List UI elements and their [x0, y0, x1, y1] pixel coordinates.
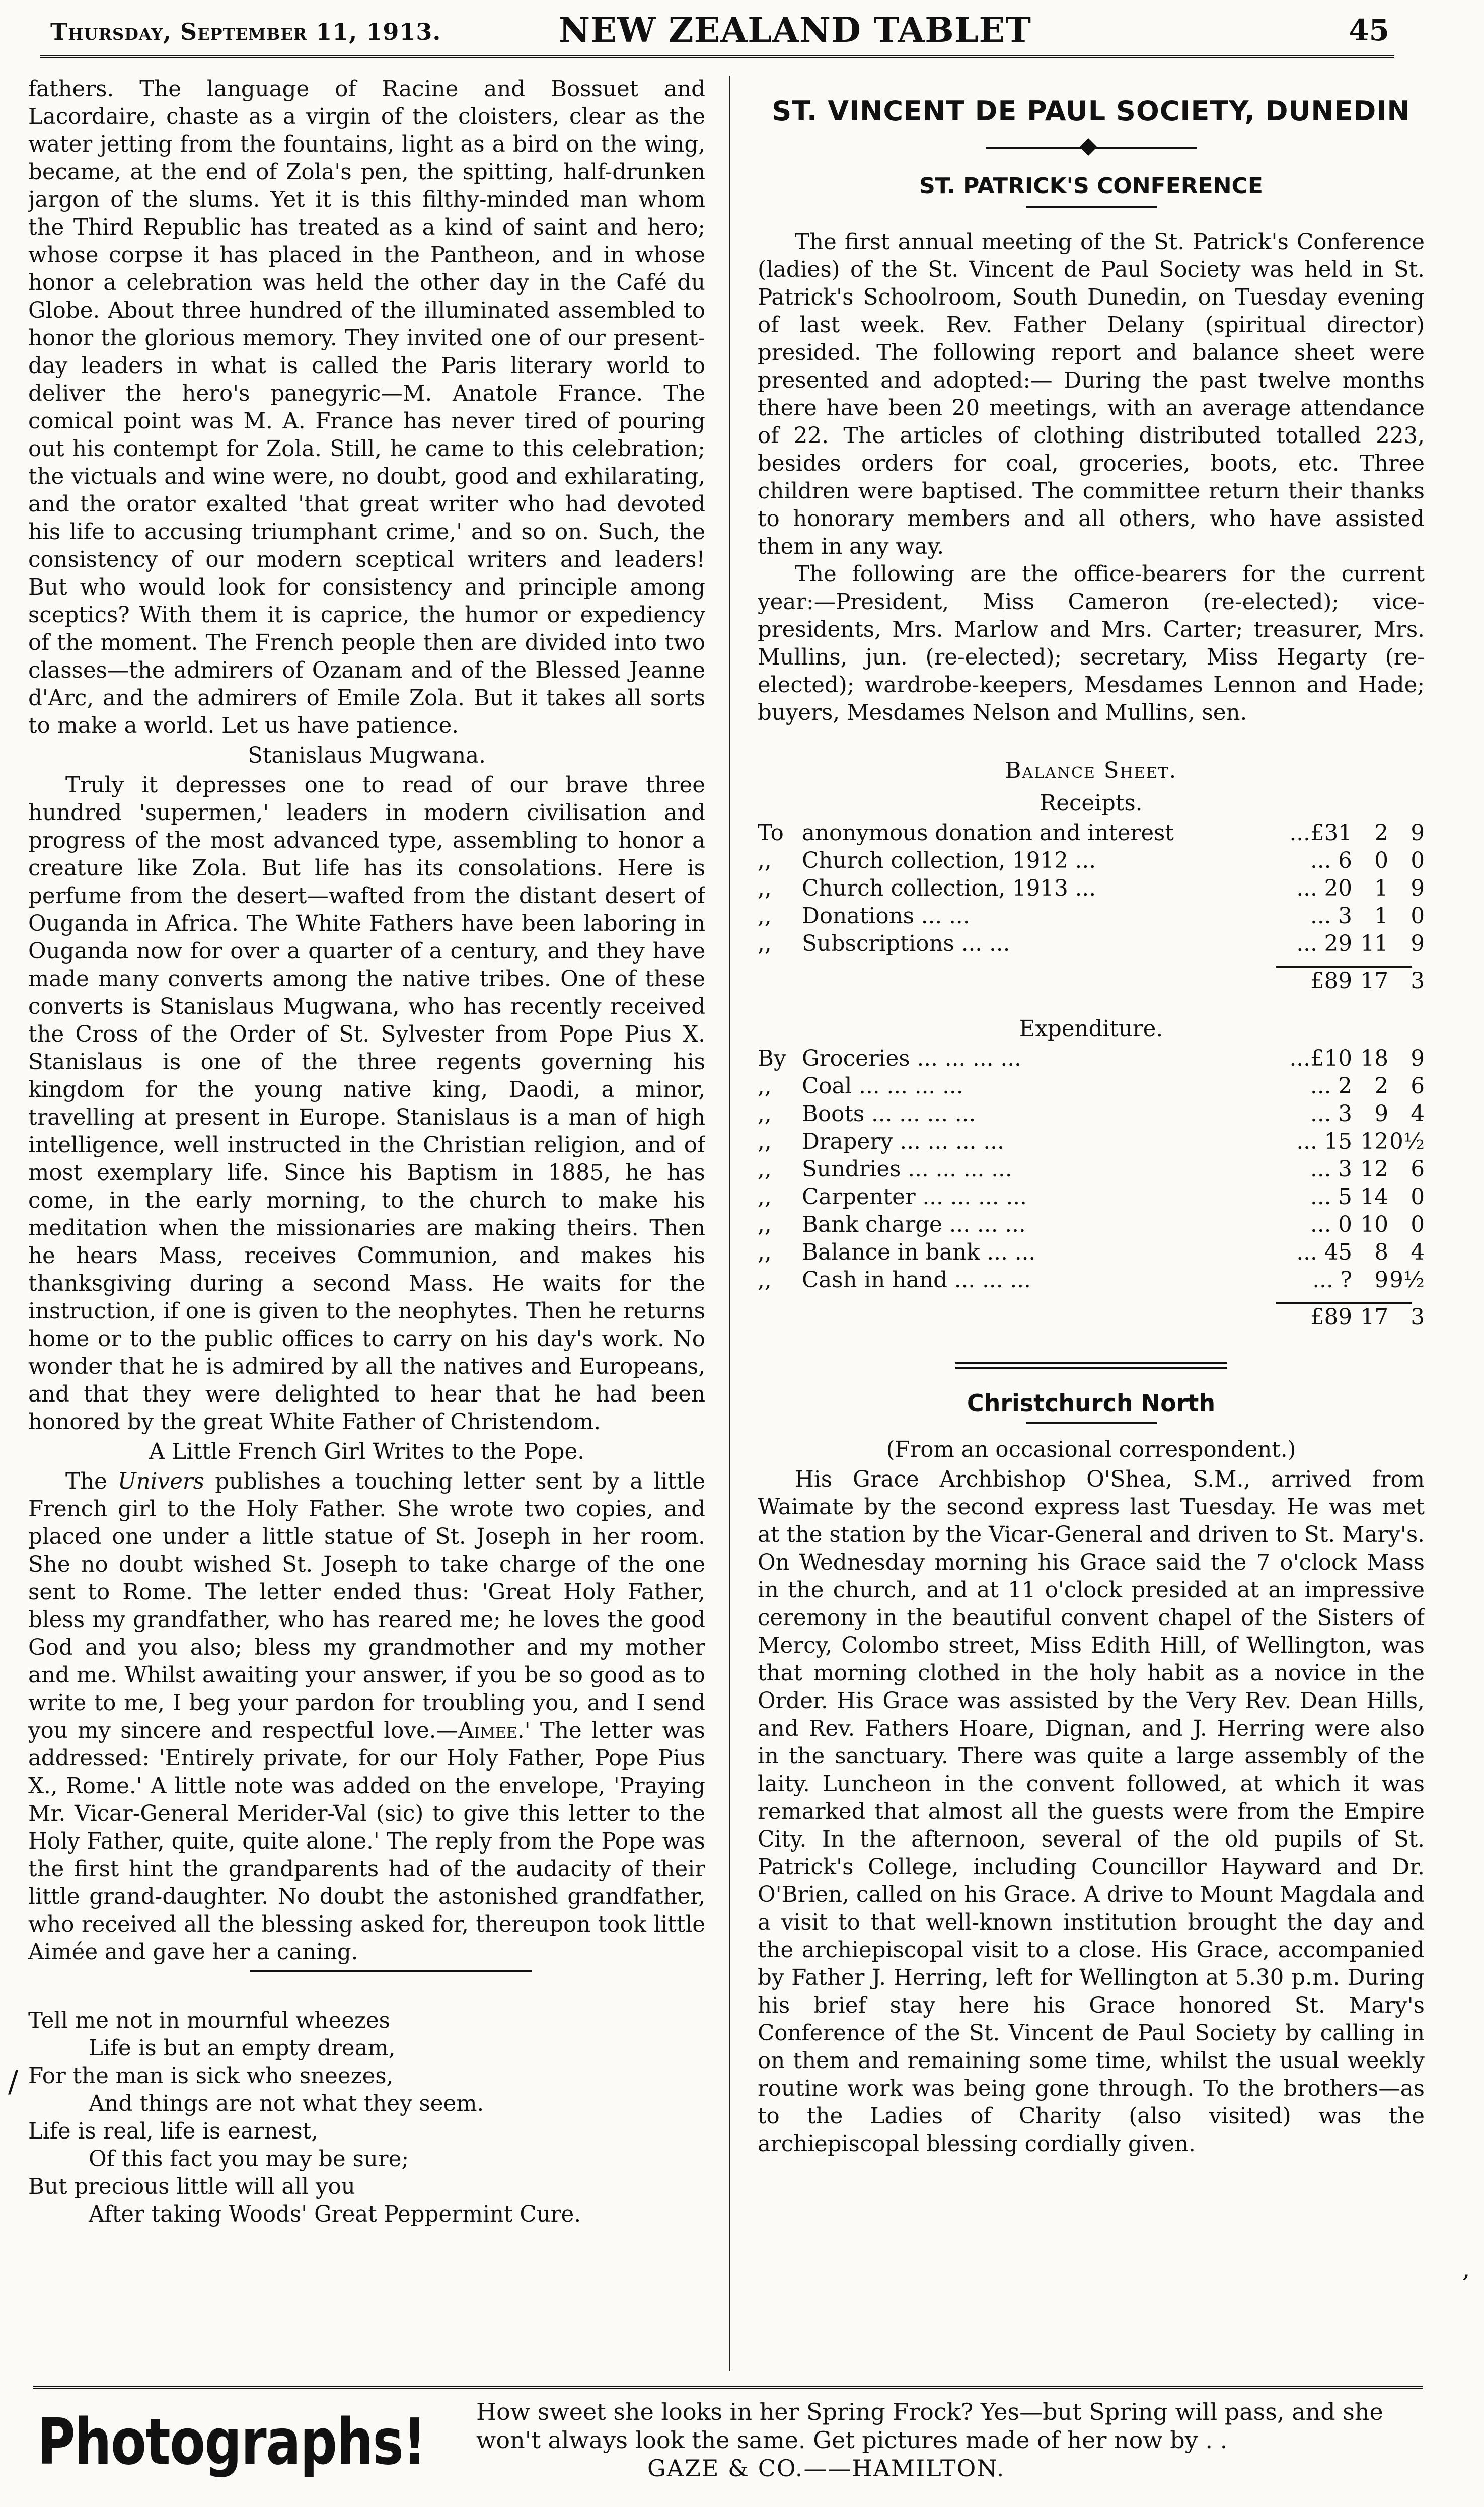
ledger-pence: 9: [1411, 931, 1425, 956]
ledger-shillings: 2: [1374, 821, 1388, 846]
issue-date: Thursday, September 11, 1913.: [50, 18, 441, 45]
ledger-pence: 0: [1411, 1212, 1425, 1237]
ledger-pence: 4: [1411, 1101, 1425, 1127]
ledger-row: [758, 875, 1425, 903]
ledger-lead: ,,: [758, 1240, 772, 1265]
ledger-pence: 9: [1411, 821, 1425, 846]
ledger-lead: ,,: [758, 1074, 772, 1099]
ledger-shillings: 12: [1360, 1157, 1388, 1182]
ledger-pounds: ... 6: [1310, 848, 1352, 873]
margin-mark: /: [8, 2064, 19, 2099]
article-paragraph: fathers. The language of Racine and Bossuet and Lacordaire, chaste as a virgin of the cloisters, clear as the water jetting from the fountains, light as a bird on the wing, became, at the end of Zola's pen, the spitting, half-drunken jargon of the slums. Yet it is this filthy-minded man whom the Third Republic has treated as a kind of saint and hero; whose corpse it has placed in the Pantheon, and in whose honor a celebration was held the other day in the Café du Globe. About three hundred of the illuminated assembled to honor the glorious memory. They invited one of our present-day leaders in what is called the Paris literary world to deliver the hero's panegyric—M. Anatole France. The comical point was M. A. France has never tired of pouring out his contempt for Zola. Still, he came to this celebration; the victuals and wine were, no doubt, good and exhilarating, and the orator exalted 'that great writer who had devoted his life to accusing triumphant crime,' and so on. Such, the consistency of our modern sceptical writers and leaders! But who would look for consistency and principle among sceptics? With them it is caprice, the humor or expediency of the moment. The French people then are divided into two classes—the admirers of Ozanam and of the Blessed Jeanne d'Arc, and the admirers of Emile Zola. But it takes all sorts to make a world. Let us have patience.: [28, 77, 705, 739]
left-column: [28, 76, 705, 2366]
ledger-shillings: 9: [1374, 1268, 1388, 1293]
expenditure-total: [758, 1304, 1425, 1332]
ledger-pounds: ... ?: [1312, 1268, 1352, 1293]
ledger-row: [758, 820, 1425, 847]
ledger-pence: 9½: [1389, 1268, 1425, 1293]
ledger-item: Carpenter ... ... ... ...: [802, 1185, 1027, 1210]
article-paragraph: The first annual meeting of the St. Patrick's Conference (ladies) of the St. Vincent de Paul Society was held in St. Patrick's Schoolroom, South Dunedin, on Tuesday evening of last week. Rev. Father Delany (spiritual director) presided. The following report and balance sheet were presented and adopted:— During the past twelve months there have been 20 meetings, with an average attendance of 22. The articles of clothing distributed totalled 223, besides orders for coal, groceries, boots, etc. Three children were baptised. The committee return their thanks to honorary members and all others, who have assisted them in any way.: [758, 230, 1425, 559]
ledger-item: Church collection, 1913 ...: [802, 876, 1096, 901]
poem-line: But precious little will all you: [28, 2174, 355, 2199]
ad-line: How sweet she looks in her Spring Frock? Yes—but Spring will pass, and she: [476, 2398, 1383, 2425]
balance-sheet-title: Balance Sheet.: [1005, 758, 1177, 783]
expenditure-title: Expenditure.: [1019, 1016, 1163, 1042]
newspaper-title: NEW ZEALAND TABLET: [559, 10, 1031, 50]
poem-line: Life is but an empty dream,: [89, 2036, 396, 2061]
ledger-pounds: ... 20: [1296, 876, 1352, 901]
ledger-item: Balance in bank ... ...: [802, 1240, 1036, 1265]
society-heading: ST. VINCENT DE PAUL SOCIETY, DUNEDIN: [772, 95, 1411, 127]
column-divider: [729, 76, 730, 2371]
christchurch-heading: Christchurch North: [967, 1389, 1216, 1417]
ledger-lead: ,,: [758, 904, 772, 929]
page-number: 45: [1349, 13, 1389, 47]
margin-mark: ,: [1462, 2255, 1470, 2283]
ledger-pounds: ... 29: [1296, 931, 1352, 956]
article-paragraph: The following are the office-bearers for the current year:—President, Miss Cameron (re-elected); vice-presidents, Mrs. Marlow and Mrs. Carter; treasurer, Mrs. Mullins, jun. (re-elected); secretary, Miss Hegarty (re-elected); wardrobe-keepers, Mesdames Lennon and Hade; buyers, Mesdames Nelson and Mullins, sen.: [758, 562, 1425, 725]
total-pounds: £89: [1310, 969, 1352, 994]
ledger-pence: 0: [1411, 904, 1425, 929]
receipts-table: [758, 820, 1425, 958]
ledger-shillings: 11: [1360, 931, 1388, 956]
poem-line: After taking Woods' Great Peppermint Cure.: [89, 2202, 581, 2227]
ledger-row: [758, 847, 1425, 875]
ledger-lead: ,,: [758, 1212, 772, 1237]
ledger-shillings: 0: [1374, 848, 1388, 873]
poem-line: For the man is sick who sneezes,: [28, 2063, 394, 2089]
article-paragraph: His Grace Archbishop O'Shea, S.M., arrived from Waimate by the second express last Tuesday. He was met at the station by the Vicar-General and driven to St. Mary's. On Wednesday morning his Grace said the 7 o'clock Mass in the church, and at 11 o'clock presided at an impressive ceremony in the beautiful convent chapel of the Sisters of Mercy, Colombo street, Miss Edith Hill, of Wellington, was that morning clothed in the holy habit as a novice in the Order. His Grace was assisted by the Very Rev. Dean Hills, and Rev. Fathers Hoare, Dignan, and J. Herring were also in the sanctuary. There was quite a large assembly of the laity. Luncheon in the convent followed, at which it was remarked that almost all the guests were from the Empire City. In the afternoon, several of the old pupils of St. Patrick's College, including Councillor Hayward and Dr. O'Brien, called on his Grace. A drive to Mount Magdala and a visit to that well-known institution brought the day and the archiepiscopal visit to a close. His Grace, accompanied by Father J. Herring, left for Wellington at 5.30 p.m. During his brief stay here his Grace honored St. Mary's Conference of the St. Vincent de Paul Society by calling in on them and remaining some time, whilst the usual weekly routine work was being gone through. To the brothers—as to the Ladies of Charity (also visited) was the archiepiscopal blessing cordially given.: [758, 1467, 1425, 2157]
ledger-item: Cash in hand ... ... ...: [802, 1268, 1031, 1293]
ad-headline: Photographs!: [37, 2405, 426, 2479]
ledger-row: [758, 1211, 1425, 1239]
ledger-lead: ,,: [758, 1157, 772, 1182]
ledger-shillings: 14: [1360, 1185, 1388, 1210]
ledger-row: [758, 1267, 1425, 1294]
article-paragraph: Truly it depresses one to read of our brave three hundred 'supermen,' leaders in modern civilisation and progress of the most advanced type, assembling to honor a creature like Zola. But life has its consolations. Here is perfume from the desert—wafted from the distant desert of Ouganda in Africa. The White Fathers have been laboring in Ouganda now for over a quarter of a century, and they have made many converts among the native tribes. One of these converts is Stanislaus Mugwana, who has recently received the Cross of the Order of St. Sylvester from Pope Pius X. Stanislaus is one of the three regents governing his kingdom for the young native king, Daodi, a minor, travelling at present in Europe. Stanislaus is a man of high intelligence, well instructed in the Christian religion, and of most exemplary life. Since his Baptism in 1885, he has come, in the early morning, to the church to make his meditation when the missionaries are making theirs. Then he hears Mass, receives Communion, and makes his thanksgiving during a second Mass. He waits for the instruction, if one is given to the neophytes. Then he returns home or to the public offices to carry on his day's work. No wonder that he is admired by all the natives and Europeans, and that they were delighted to hear that he had been honored by the great White Father of Christendom.: [28, 773, 705, 1435]
receipts-title: Receipts.: [1040, 791, 1143, 816]
ledger-lead: ,,: [758, 931, 772, 956]
ledger-pounds: ... 15: [1296, 1129, 1352, 1154]
text-run: .' The letter was addressed: 'Entirely private, for our Holy Father, Pope Pius X., Rome.' A little note was added on the envelope, 'Praying Mr. Vicar-General Merider-Val (sic) to give this letter to the Holy Father, quite, quite alone.' The reply from the Pope was the first hint the grandparents had of the audacity of their little grand-daughter. No doubt the astonished grandfather, who received all the blessing asked for, thereupon took little Aimée and gave her a caning.: [28, 1718, 705, 1965]
poem-line: Life is real, life is earnest,: [28, 2119, 318, 2144]
ledger-shillings: 1: [1374, 876, 1388, 901]
ad-line: won't always look the same. Get pictures made of her now by . .: [476, 2426, 1228, 2454]
ledger-pounds: ... 2: [1310, 1074, 1352, 1099]
ledger-lead: ,,: [758, 1268, 772, 1293]
ledger-row: [758, 1045, 1425, 1073]
double-divider: [955, 1362, 1227, 1369]
total-shillings: 17: [1360, 1305, 1388, 1330]
ledger-pence: 4: [1411, 1240, 1425, 1265]
ledger-item: Bank charge ... ... ...: [802, 1212, 1026, 1237]
total-pence: 3: [1411, 1305, 1425, 1330]
poem-line: Tell me not in mournful wheezes: [28, 2008, 390, 2033]
ledger-pounds: ...£10: [1289, 1046, 1352, 1071]
ledger-pounds: ...£31: [1289, 821, 1352, 846]
ledger-row: [758, 1073, 1425, 1100]
ledger-pence: 0½: [1389, 1129, 1425, 1154]
ledger-lead: ,,: [758, 876, 772, 901]
ledger-item: Coal ... ... ... ...: [802, 1074, 963, 1099]
ledger-pence: 0: [1411, 848, 1425, 873]
ledger-shillings: 2: [1374, 1074, 1388, 1099]
text-run: publishes a touching letter sent by a little French girl to the Holy Father. She wrote two copies, and placed one under a little statue of St. Joseph in her room. She no doubt wished St. Joseph to take charge of the one sent to Rome. The letter ended thus: 'Great Holy Father, bless my grandfather, who has reared me; he loves the good God and you also; bless my grandmother and my mother and me. Whilst awaiting your answer, if you be so good as to write to me, I beg your pardon for troubling you, and I send you my sincere and respectful love.—: [28, 1469, 705, 1743]
ledger-pounds: ... 0: [1310, 1212, 1352, 1237]
poem-line: Of this fact you may be sure;: [89, 2147, 409, 2172]
ledger-row: [758, 1128, 1425, 1156]
ledger-lead: To: [758, 821, 784, 846]
ledger-item: Church collection, 1912 ...: [802, 848, 1096, 873]
ledger-pounds: ... 3: [1310, 1101, 1352, 1127]
total-shillings: 17: [1360, 969, 1388, 994]
ledger-item: Subscriptions ... ...: [802, 931, 1010, 956]
ledger-shillings: 1: [1374, 904, 1388, 929]
ad-copy: [476, 2398, 1418, 2482]
ledger-shillings: 9: [1374, 1101, 1388, 1127]
ledger-pounds: ... 3: [1310, 904, 1352, 929]
ledger-shillings: 8: [1374, 1240, 1388, 1265]
ledger-item: Groceries ... ... ... ...: [802, 1046, 1021, 1071]
divider: [1026, 206, 1157, 208]
total-pounds: £89: [1310, 1305, 1352, 1330]
ledger-shillings: 18: [1360, 1046, 1388, 1071]
ledger-pence: 6: [1411, 1157, 1425, 1182]
section-heading-stanislaus: Stanislaus Mugwana.: [248, 743, 486, 768]
ledger-pence: 6: [1411, 1074, 1425, 1099]
ad-advertiser: GAZE & CO.——HAMILTON.: [647, 2455, 1005, 2482]
ledger-lead: ,,: [758, 1129, 772, 1154]
receipts-total: [758, 968, 1425, 995]
ledger-row: [758, 1100, 1425, 1128]
ledger-pounds: ... 5: [1310, 1185, 1352, 1210]
ledger-item: Donations ... ...: [802, 904, 970, 929]
masthead: [40, 7, 1394, 58]
ledger-item: Boots ... ... ... ...: [802, 1101, 976, 1127]
divider: [250, 1970, 532, 1972]
ledger-row: [758, 1156, 1425, 1184]
ledger-lead: ,,: [758, 1101, 772, 1127]
ledger-shillings: 12: [1360, 1129, 1388, 1154]
ledger-row: [758, 1239, 1425, 1267]
article-paragraph: [28, 1468, 705, 1966]
right-column: [758, 76, 1425, 2366]
newspaper-name: Univers: [117, 1469, 204, 1494]
expenditure-table: [758, 1045, 1425, 1294]
section-heading-french-girl: A Little French Girl Writes to the Pope.: [149, 1439, 585, 1464]
ledger-pence: 9: [1411, 1046, 1425, 1071]
correspondent-note: (From an occasional correspondent.): [886, 1437, 1296, 1462]
ledger-item: Drapery ... ... ... ...: [802, 1129, 1004, 1154]
divider: [1026, 1422, 1157, 1424]
text-run: The: [65, 1469, 118, 1494]
ledger-shillings: 10: [1360, 1212, 1388, 1237]
advertisement: [33, 2386, 1423, 2494]
ledger-pence: 9: [1411, 876, 1425, 901]
ledger-row: [758, 1184, 1425, 1211]
ledger-item: Sundries ... ... ... ...: [802, 1157, 1012, 1182]
ledger-lead: ,,: [758, 848, 772, 873]
ledger-row: [758, 930, 1425, 958]
ledger-pence: 0: [1411, 1185, 1425, 1210]
ledger-lead: ,,: [758, 1185, 772, 1210]
ornament-divider: [986, 147, 1197, 149]
ledger-lead: By: [758, 1046, 786, 1071]
total-pence: 3: [1411, 969, 1425, 994]
poem-line: And things are not what they seem.: [89, 2091, 484, 2116]
ledger-pounds: ... 45: [1296, 1240, 1352, 1265]
ledger-pounds: ... 3: [1310, 1157, 1352, 1182]
ledger-row: [758, 903, 1425, 930]
ledger-item: anonymous donation and interest: [802, 821, 1174, 846]
conference-heading: ST. PATRICK'S CONFERENCE: [919, 173, 1263, 199]
signature-name: Aimee: [458, 1718, 517, 1743]
poem: [28, 2007, 705, 2229]
